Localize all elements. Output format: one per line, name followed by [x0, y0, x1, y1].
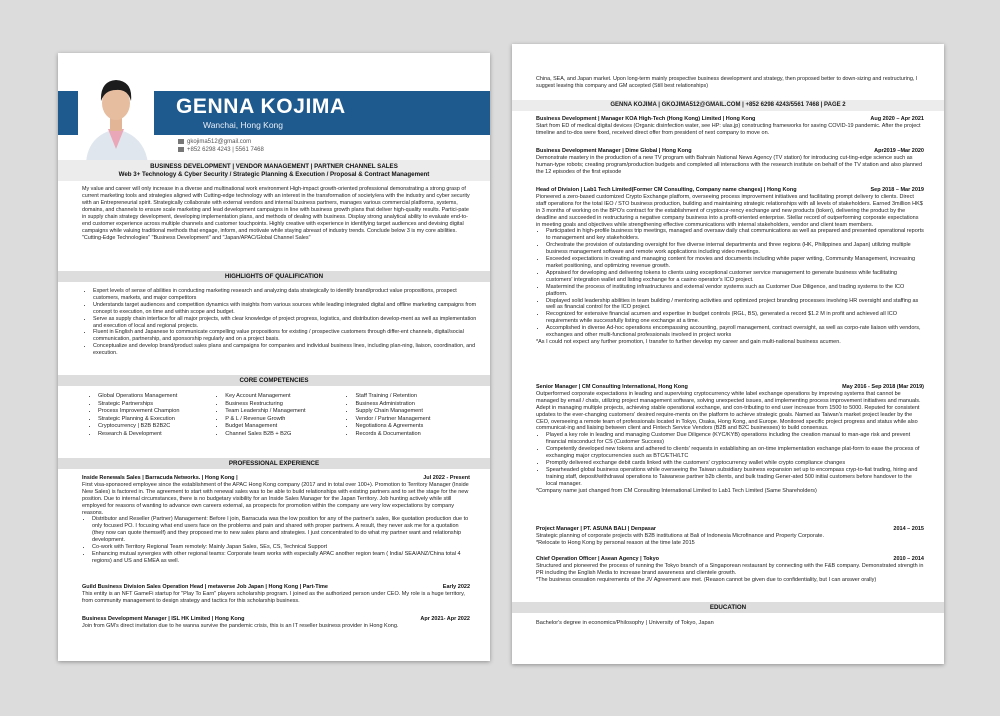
job-title: Guild Business Division Sales Operation Head | metaverse Job Japan | Hong Kong | Part-Time	[82, 584, 328, 590]
section-experience: PROFESSIONAL EXPERIENCE	[58, 458, 490, 469]
list-item: • Global Operations Management	[98, 393, 217, 401]
competencies-col-2	[217, 393, 347, 439]
job-dates: 2014 – 2015	[893, 526, 924, 532]
profile-photo	[78, 63, 154, 163]
job-dates: Jul 2022 - Present	[423, 475, 470, 481]
list-item: • Team Leadership / Management	[225, 408, 347, 416]
job-description: Start from ED of medical digital devices (Organic disinfection water, see HP: ulas.jp) constructing frameworks for saving COVID-19 pandemic. After the project timeline and to-dos were fixed, received direct offer from president of next company to move on.	[536, 122, 921, 136]
job-dates: Aug 2020 – Apr 2021	[870, 116, 924, 122]
tagline-primary: BUSINESS DEVELOPMENT | VENDOR MANAGEMENT | PARTNER CHANNEL SALES	[150, 163, 398, 170]
list-item: • Business Restructuring	[225, 401, 347, 409]
job-title: Project Manager | PT. ASUNA BALI | Denpasar	[536, 526, 657, 532]
list-item: • Participated in high-profile business trip meetings, managed and oversaw daily chat communications as well as prepared and presented operational reports to management and key stakeholders.	[546, 228, 924, 242]
list-item: • Competently developed new tokens and adhered to clients' requests in establishing an on-time implementation exchange plat-form to ease the process of exchanging major cryptocurrencies such as BTC/ETH/LTC	[546, 446, 924, 460]
list-item: • Distributor and Reseller (Partner) Management: Before I join, Barracuda was the low position for any of the partner's sales, like quotation production due to only focused PO. I focusing what end users face on the problems and pain and shared with proper partners. A result, they never ask me for a quotation (they now can quote themself) and they proposed me to new sales plans and strategies. I just concentrated to do what my partner want and relationship development.	[92, 516, 470, 544]
job-title: Business Development | Manager KOA High-Tech (Hong Kong) Limited | Hong Kong	[536, 116, 756, 122]
list-item: • Promptly delivered exchange debit cards linked with the customers' cryptocurrency wallet while crypto compliance changes	[546, 460, 924, 467]
list-item: • Enhancing mutual synergies with other regional teams: Corporate team works with especially APAC another region team ( India/ SEA/ANZ/China total 4 regions) and US and EMEA as well.	[92, 551, 470, 565]
list-item: • Played a key role in leading and managing Customer Due Diligence (KYC/KYB) operations including the creation manual to man-age risk and prevent financial misconduct for CS (Customer Success)	[546, 432, 924, 446]
job-bullets	[536, 432, 924, 487]
list-item: • Process Improvement Champion	[98, 408, 217, 416]
email-icon	[178, 139, 184, 144]
highlights-list	[84, 288, 477, 357]
phone-icon	[178, 147, 184, 152]
list-item: • Strategic Planning & Execution	[98, 416, 217, 424]
education-entry: Bachelor's degree in economics/Philosophy | University of Tokyo, Japan	[536, 620, 714, 626]
job-description: First visa-sponsored employee since the establishment of the APAC Hong Kong company (2017 and in total over 100+). Promotion to Territory Manager (Inside New Sales) is factored in. The agreement to start with renewal sales was to be able to build relationships with existing partners and to set the stage for the new position. Due to internal circumstances, there is no budgetary visibility for an Inside Sales Manager for the Japan Territory. Job hunting actively while still employed for reasons of wanting to advance own careers external, as prospects for promotion within the company are very low expectations by company reasons.	[82, 481, 469, 516]
job-title: Chief Operation Officer | Asean Agency | Tokyo	[536, 556, 659, 562]
job-entry	[536, 384, 924, 495]
email-line	[178, 139, 378, 145]
job-entry	[82, 584, 470, 605]
resume-page-2	[512, 44, 944, 664]
list-item: • Cryptocurrency | B2B B2B2C	[98, 423, 217, 431]
job-description: Strategic planning of corporate projects with B2B institutions at Bali of Indonesia Microfinance and Property Corporate.	[536, 532, 824, 539]
job-bullets	[82, 516, 470, 564]
list-item: • Displayed solid leadership abilities in team building / mentoring activities and optimized project branding processes involving HR oversight and staffing as well as financial control for the ICO project.	[546, 298, 924, 312]
job-title: Business Development Manager | Dime Global | Hong Kong	[536, 148, 692, 154]
section-education: EDUCATION	[512, 602, 944, 613]
list-item: • Records & Documentation	[355, 431, 470, 439]
job-dates: Sep 2018 – Mar 2019	[870, 187, 924, 193]
list-item: • Channel Sales B2B + B2G	[225, 431, 347, 439]
job-description: This entity is an NFT GameFi startup for "Play To Earn" players scholarship program. I joined as the authorized person under CEO. My role is a huge territory, from community management to design strategy and tactics for this scholarship business.	[82, 590, 465, 604]
tagline-secondary: Web 3+ Technology & Cyber Security / Strategic Planning & Execution / Proposal & Contract Management	[118, 171, 430, 178]
page-2-header: GENNA KOJIMA | GKOJIMA512@GMAIL.COM | +852 6298 4243/5561 7468 | PAGE 2	[512, 100, 944, 111]
competencies-col-3	[347, 393, 470, 439]
phone-text: +852 6298 4243 | 5561 7468	[187, 147, 264, 154]
job-title: Senior Manager | CM Consulting International, Hong Kong	[536, 384, 688, 390]
candidate-name: GENNA KOJIMA	[176, 95, 346, 118]
job-entry	[536, 526, 924, 547]
job-dates: May 2016 - Sep 2018 (Mar 2019)	[842, 384, 924, 390]
job-title: Head of Division | Lab1 Tech Limited(Former CM Consulting, Company name changes) | Hong Kong	[536, 187, 797, 193]
job-note: *As I could not expect any further promotion, I transfer to further develop my career and gain multi-national business acumen.	[536, 338, 841, 345]
list-item: • Staff Training / Retention	[355, 393, 470, 401]
list-item: • Negotiations & Agreements	[355, 423, 470, 431]
list-item: • Spearheaded global business operations while overseeing the Taiwan subsidiary business expansion set up to encompass cryp-to-fiat trading, hiring and training staff, deposit/withdrawal operations to Taiwanese partner b2b clients, and bulk trading Gener-ated 500 initial customers before handover to the local manager.	[546, 467, 924, 488]
job-description: Outperformed corporate expectations in leading and supervising cryptocurrency white label exchange operations by improving systems that cannot be managed by email / chats, utilizing project management software, solving unexpected issues, and implementing process improvement initiatives and manuals. Adept in managing multiple projects, achieving stable operational exchange, and con-tributing to end user increase from 1500 to 5000. Reputed for consistent updates to the ever-changing customers' desired require-ments on the platform to achieve strategic goals. Named as Taiwan's market project leader by the CEO, overseeing a remote team of professionals located in Tokyo, Osaka, Hong Kong, and Europe. Monitored specific project progress and status while also communicat-ing and liaising between client and Fintech Service Vendors (B2B and B2C businesses) to build consensus.	[536, 390, 921, 432]
list-item: • P & L / Revenue Growth	[225, 416, 347, 424]
job-dates: Early 2022	[442, 584, 470, 590]
resume-page-1	[58, 53, 490, 661]
job-dates: Apr2019 –Mar 2020	[874, 148, 924, 154]
section-competencies: CORE COMPETENCIES	[58, 375, 490, 386]
job-entry	[536, 148, 924, 176]
job-title: Inside Renewals Sales | Barracuda Networks. | Hong Kong |	[82, 475, 238, 481]
list-item: • Budget Management	[225, 423, 347, 431]
list-item: • Understands target audiences and competition dynamics with insights from various sources while leading integrated digital and offline marketing campaigns from concept to execution, on time and within scope and budget.	[93, 302, 477, 316]
job-description: Pioneered a zero-based customized Crypto Exchange platform, overseeing process improvement initiatives and facilitating prompt delivery to clients. Direct staff operations for the total IEO / STO business production, building and maintaining strategic relationships with all levels of stakeholders. Earned 3million HK$ in 3 months of working on the BPO's contract for the establishment of cryptocur-rency exchange and new products (token), delivering the product by the deadline and succeeded in restructuring a negative company business into a profit-oriented enterprise. Stellar record of outperforming corporate expectations in meeting goals and objectives while strengthening effective communications with internal stakeholders, vendor and client team members.	[536, 193, 923, 228]
job-description: Demonstrate mastery in the production of a new TV program with Bahrain National News Agency (TV station) for introducing cut-ting-edge science such as human-type robots; creating program/production budgets and completed all interactions with the research institute on behalf of the TV station and also planned the 12 episodes of the first episode	[536, 154, 923, 175]
section-highlights: HIGHLIGHTS OF QUALIFICATION	[58, 271, 490, 282]
list-item: • Research & Development	[98, 431, 217, 439]
summary-paragraph	[82, 186, 470, 242]
job-note: *The business cessation requirements of the JV Agreement are met. (Reason cannot be given due to confidentiality, but I can answer orally)	[536, 576, 877, 583]
list-item: • Expert levels of sense of abilities in conducting marketing research and analyzing data strategically to identify brand/product value propositions, prospect customers, markets, and major competitors	[93, 288, 477, 302]
phone-line	[178, 147, 378, 153]
list-item: • Serve as supply chain interface for all major projects, with clear knowledge of project progress, logistics, and distribution develop-ment as well as implementation and execution of local and regional projects.	[93, 316, 477, 330]
competencies-grid	[90, 393, 470, 439]
summary-text: My value and career will only increase in a diverse and multinational work environment High-impact growth-oriented professional demonstrating a strong grasp of current marketing tools and strategies aligned with Cutting-edge technology with an interest in the transformation of society/era with the industry and cyber security with an Entrepreneurial spirit. Strategically collaborate with external vendors and internal business partners, manages various commercial platforms, systems, domains, and channels to ensure scale marketing and lead development campaigns in line with business growth plans that deliver high-quality results. Partici-pate in supply chain strategy development, developing implementation plans, and methods of dealing with business. Display strong analytical ability to evaluate end-to-end customer experience across multiple channels and customer touchpoints. Highly creative with experience in identifying target audiences and devising digital campaigns while valuing traditional methods that engage, inform, and motivate while staying abreast of industry trends. Conclude below 3 is my core abilities.	[82, 186, 470, 234]
job-note: *Relocate to Hong Kong by personal reason at the time late 2015	[536, 539, 695, 546]
job-title: Business Development Manager | ISL HK Limited | Hong Kong	[82, 616, 245, 622]
job-note: *Company name just changed from CM Consulting International Limited to Lab1 Tech Limited (Same Shareholders)	[536, 487, 817, 494]
job-description: Structured and pioneered the process of running the Tokyo branch of a Singaporean restaurant by connecting with the F&B company. Demonstrated strength in PR including the English Media to increase brand awareness and clientele growth.	[536, 562, 924, 576]
job-dates: 2010 – 2014	[893, 556, 924, 562]
job-description: Join from GM's direct invitation due to he wanna survive the pandemic crisis, this is an IT reseller business provider in Hong Kong.	[82, 622, 399, 629]
list-item: • Co-work with Territory Regional Team remotely: Mainly Japan Sales, SEs, CS, Technical Support	[92, 544, 470, 551]
list-item: • Vendor / Partner Management	[355, 416, 470, 424]
competencies-col-1	[90, 393, 217, 439]
summary-core: "Cutting-Edge Technologies" "Business Development" and "Japan/APAC/Global Channel Sales"	[82, 235, 311, 241]
list-item: • Business Administration	[355, 401, 470, 409]
job-entry	[536, 116, 924, 137]
list-item: • Exceeded expectations in creating and managing content for movies and documents including white paper writing, Community Management, increasing market positioning, and optimizing revenue growth.	[546, 256, 924, 270]
list-item: • Strategic Partnerships	[98, 401, 217, 409]
list-item: • Recognized for extensive financial acumen and expertise in budget controls (RGL, BS), generated a record $1.2 M in profit and achieved all ICO requirements while successfully listing one exchange at a time.	[546, 311, 924, 325]
list-item: • Key Account Management	[225, 393, 347, 401]
list-item: • Fluent in English and Japanese to communicate compelling value propositions for existing / prospective customers through differ-ent channels, digital/social communication, partnership, and sponsorship regularly and on a project basis.	[93, 329, 477, 343]
job-entry	[536, 187, 924, 346]
list-item: • Accomplished in diverse Ad-hoc operations encompassing accounting, payroll management, contract oversight, as well as corpo-rate liaison with vendors, exchanges and other multi-functional professionals involved in project works	[546, 325, 924, 339]
list-item: • Mastermind the process of instituting infrastructures and external vendor systems such as Customer Due Diligence, and trading systems to the ICO platform.	[546, 284, 924, 298]
job-entry	[82, 616, 470, 630]
candidate-location: Wanchai, Hong Kong	[203, 120, 284, 130]
email-text[interactable]: gkojima512@gmail.com	[187, 139, 252, 146]
job-bullets	[536, 228, 924, 339]
list-item: • Conceptualize and develop brand/product sales plans and campaigns for companies and individual business lines, including plan-ning, liaison, coordination, and execution.	[93, 343, 477, 357]
job-entry	[82, 475, 470, 565]
job-dates: Apr 2021- Apr 2022	[420, 616, 470, 622]
continued-paragraph: China, SEA, and Japan market. Upon long-term mainly prospective business development and strategy, then proposed better to down-sizing and restructuring, I suggest leaving this company and GM accepted (Still best relationships)	[536, 76, 918, 89]
job-entry	[536, 556, 924, 584]
list-item: • Appraised for developing and delivering tokens to clients using exceptional customer service management to generate business while facilitating customers' integration wallet and listing exchange for a casino operator's ICO project.	[546, 270, 924, 284]
list-item: • Supply Chain Management	[355, 408, 470, 416]
list-item: • Orchestrate the provision of outstanding oversight for five diverse internal departments and three regions (HK, Philippines and Japan) utilizing multiple business management software and remote work applications including video meetings.	[546, 242, 924, 256]
